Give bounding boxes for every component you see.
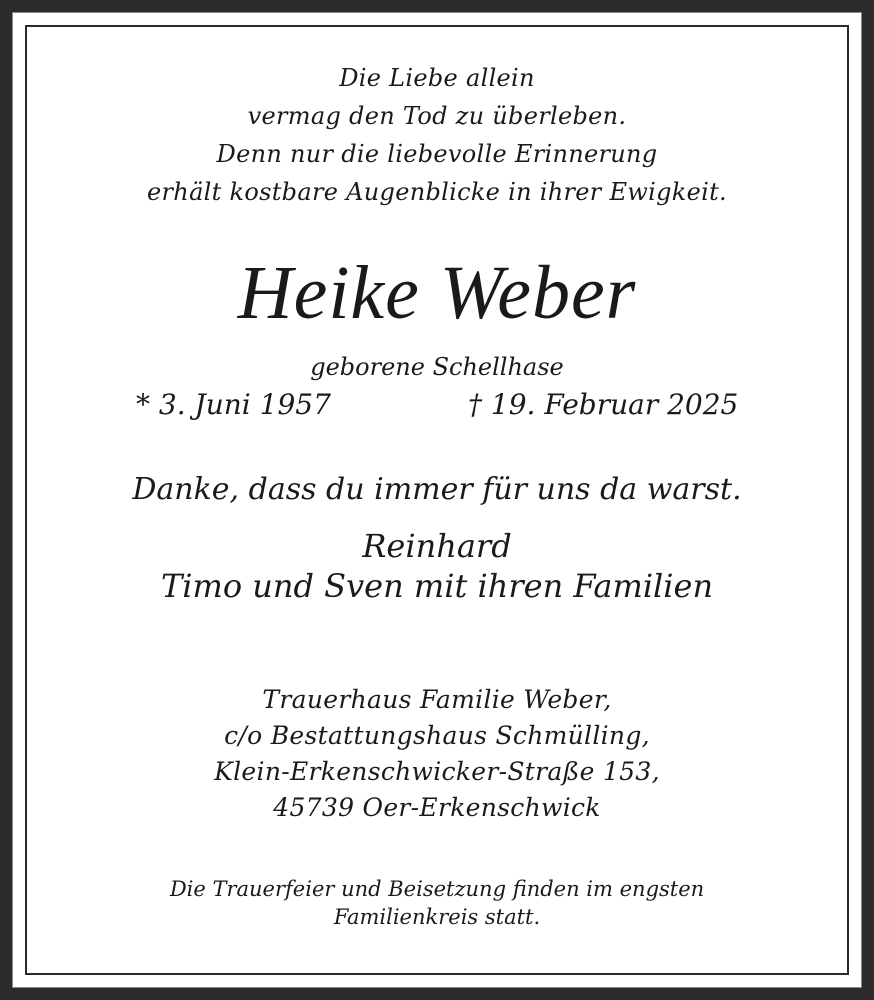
note-line-1: Die Trauerfeier und Beisetzung finden im engsten	[169, 877, 705, 901]
address-line-2: c/o Bestattungshaus Schmülling,	[224, 721, 650, 750]
mourner-2: Timo und Sven mit ihren Familien	[160, 567, 714, 605]
verse-line-2: vermag den Tod zu überleben.	[247, 102, 627, 130]
death-date: † 19. Februar 2025	[468, 388, 739, 421]
birth-date: * 3. Juni 1957	[136, 388, 331, 421]
verse-line-4: erhält kostbare Augenblicke in ihrer Ewigkeit.	[147, 178, 727, 206]
birth-name: geborene Schellhase	[310, 353, 564, 381]
thanks-line: Danke, dass du immer für uns da warst.	[132, 472, 742, 507]
deceased-name: Heike Weber	[237, 251, 637, 335]
verse-line-3: Denn nur die liebevolle Erinnerung	[216, 140, 658, 168]
address-line-1: Trauerhaus Familie Weber,	[262, 685, 612, 714]
verse-line-1: Die Liebe allein	[339, 64, 535, 92]
note-line-2: Familienkreis statt.	[333, 905, 541, 929]
mourner-1: Reinhard	[362, 527, 512, 565]
address-line-3: Klein-Erkenschwicker-Straße 153,	[214, 757, 660, 786]
address-line-4: 45739 Oer-Erkenschwick	[273, 793, 601, 822]
